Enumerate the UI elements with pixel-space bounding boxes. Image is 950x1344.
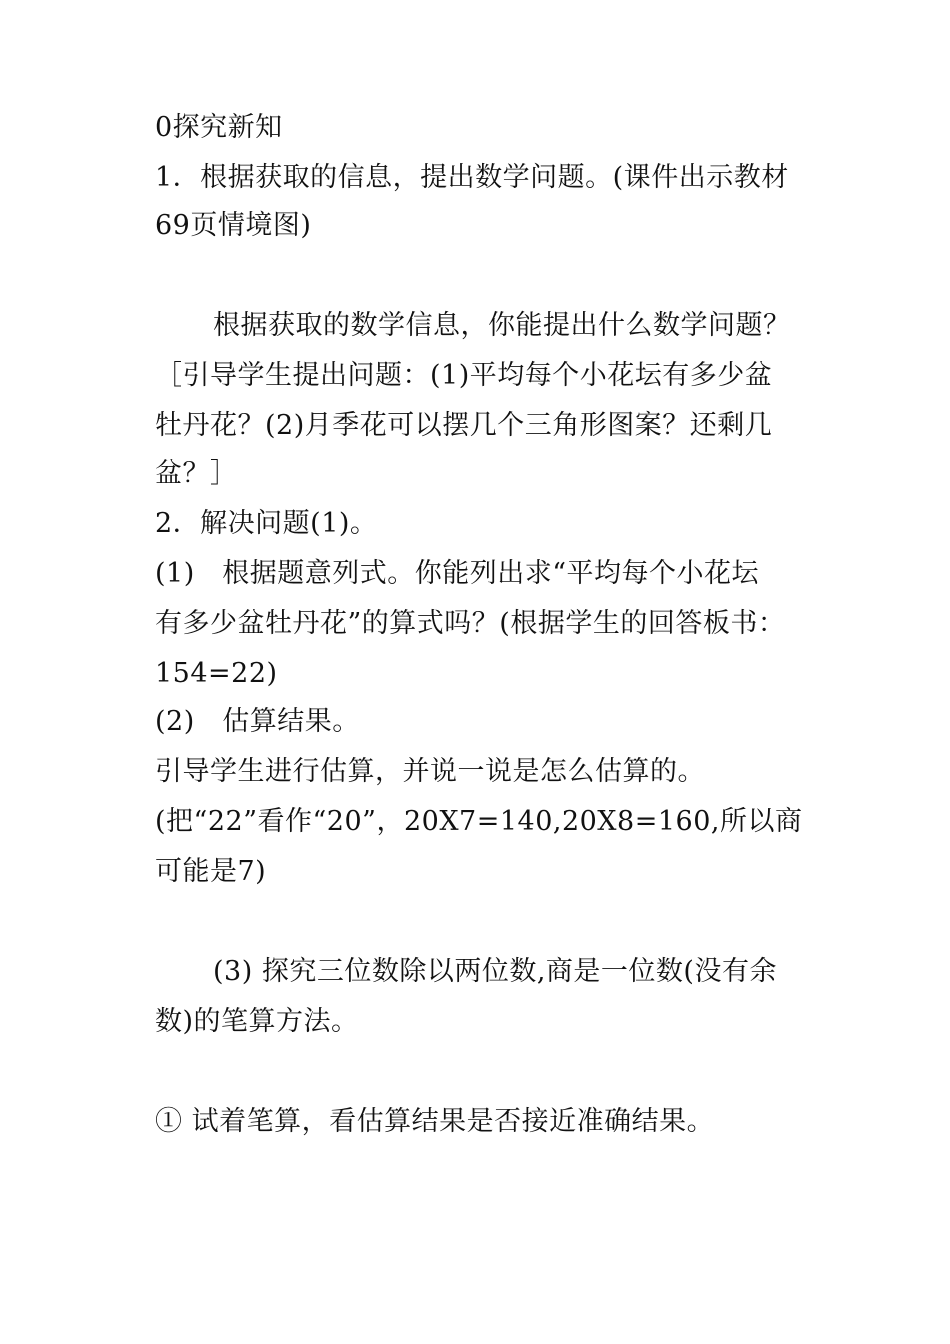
- substep-3-text-cont: 数)的笔算方法。: [155, 1006, 359, 1037]
- step-1-text: 1．根据获取的信息，提出数学问题。(课件出示教材: [155, 162, 789, 193]
- step-2-heading: 2．解决问题(1)。: [155, 508, 378, 539]
- estimate-detail-cont: 可能是7): [155, 856, 267, 887]
- step-1-text-cont: 69页情境图): [155, 210, 312, 241]
- substep-1-formula: 154=22): [155, 658, 278, 689]
- substep-3-text: (3) 探究三位数除以两位数,商是一位数(没有余: [213, 956, 777, 987]
- circled-step-1-text: ① 试着笔算，看估算结果是否接近准确结果。: [155, 1106, 715, 1137]
- section-heading: 0探究新知: [155, 112, 283, 143]
- guide-text: ［引导学生提出问题：(1)平均每个小花坛有多少盆: [155, 360, 773, 391]
- substep-2-text: (2) 估算结果。: [155, 706, 360, 737]
- substep-1-text: (1) 根据题意列式。你能列出求“平均每个小花坛: [155, 558, 760, 589]
- question-prompt: 根据获取的数学信息，你能提出什么数学问题？: [213, 310, 791, 341]
- estimate-guide: 引导学生进行估算，并说一说是怎么估算的。: [155, 756, 705, 787]
- estimate-detail: (把“22”看作“20”，20X7=140,20X8=160,所以商: [155, 806, 803, 837]
- guide-text-end: 盆？］: [155, 458, 238, 489]
- substep-1-text-cont: 有多少盆牡丹花”的算式吗？(根据学生的回答板书：: [155, 608, 786, 639]
- guide-text-cont: 牡丹花？(2)月季花可以摆几个三角形图案？还剩几: [155, 410, 773, 441]
